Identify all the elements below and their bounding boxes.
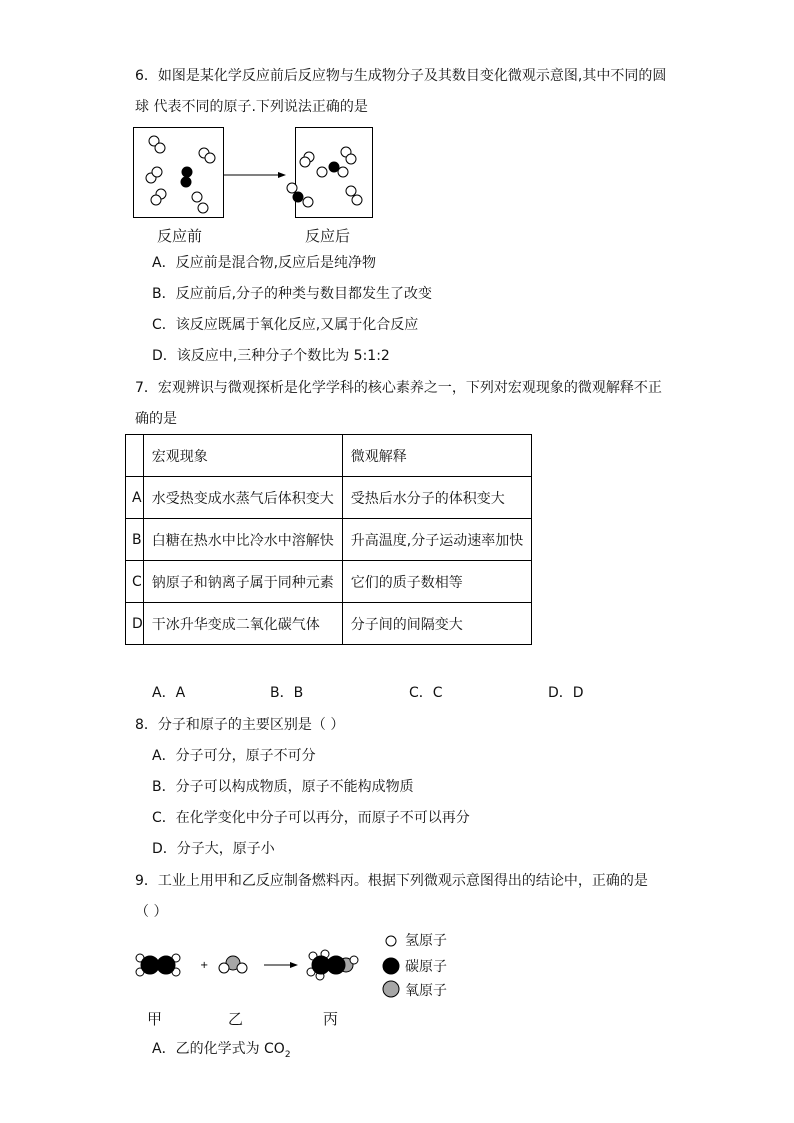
table-cell: 白糖在热水中比冷水中溶解快 bbox=[143, 519, 342, 561]
table-cell: 分子间的间隔变大 bbox=[342, 603, 531, 645]
q9-label-bing: 丙 bbox=[323, 1010, 339, 1028]
q7-choice-c: C．C bbox=[409, 685, 443, 701]
q7-stem-line1: 7．宏观辨识与微观探析是化学学科的核心素养之一，下列对宏观现象的微观解释不正 bbox=[135, 380, 662, 396]
q7-choice-d: D．D bbox=[548, 685, 584, 701]
table-row bbox=[126, 477, 532, 519]
table-cell: 干冰升华变成二氧化碳气体 bbox=[143, 603, 342, 645]
q6-option-c: C．该反应既属于氧化反应,又属于化合反应 bbox=[152, 317, 419, 333]
table-cell: 钠原子和钠离子属于同种元素 bbox=[143, 561, 342, 603]
q9-stem-line2: （ ） bbox=[135, 904, 168, 920]
q9-stem-line1: 9．工业上用甲和乙反应制备燃料丙。根据下列微观示意图得出的结论中，正确的是 bbox=[135, 873, 648, 889]
q9-option-a bbox=[152, 1039, 291, 1065]
table-cell: 它们的质子数相等 bbox=[342, 561, 531, 603]
q9-legend-hydrogen: 氢原子 bbox=[405, 933, 447, 949]
q9-option-a-text: A．乙的化学式为 CO bbox=[152, 1041, 285, 1057]
table-cell: D bbox=[126, 603, 144, 645]
table-cell: 受热后水分子的体积变大 bbox=[342, 477, 531, 519]
q8-option-c: C．在化学变化中分子可以再分，而原子不可以再分 bbox=[152, 810, 470, 826]
q6-option-a: A．反应前是混合物,反应后是纯净物 bbox=[152, 255, 377, 271]
q6-stem-line1: 6．如图是某化学反应前后反应物与生成物分子及其数目变化微观示意图,其中不同的圆 bbox=[135, 68, 667, 84]
q9-label-yi: 乙 bbox=[228, 1010, 244, 1028]
table-cell: C bbox=[126, 561, 144, 603]
q7-choice-b: B．B bbox=[270, 685, 304, 701]
table-header-cell: 宏观现象 bbox=[143, 435, 342, 477]
table-header-row bbox=[126, 435, 532, 477]
q9-legend-carbon: 碳原子 bbox=[405, 959, 447, 975]
table-row bbox=[126, 519, 532, 561]
q6-label-before: 反应前 bbox=[157, 227, 203, 245]
q6-stem-line2: 球 代表不同的原子.下列说法正确的是 bbox=[135, 99, 368, 115]
q6-label-after: 反应后 bbox=[305, 227, 351, 245]
table-row bbox=[126, 561, 532, 603]
q9-label-jia: 甲 bbox=[147, 1010, 163, 1028]
table-cell: A bbox=[126, 477, 144, 519]
q7-stem-line2: 确的是 bbox=[135, 411, 177, 427]
q6-reaction-diagram bbox=[133, 127, 373, 227]
q8-option-d: D．分子大，原子小 bbox=[152, 841, 275, 857]
q8-stem: 8．分子和原子的主要区别是（ ） bbox=[135, 717, 345, 733]
table-header-cell bbox=[126, 435, 144, 477]
q9-legend-oxygen: 氧原子 bbox=[405, 983, 447, 999]
table-cell: B bbox=[126, 519, 144, 561]
table-row bbox=[126, 603, 532, 645]
q7-choice-a: A．A bbox=[152, 685, 186, 701]
q9-option-a-subscript: 2 bbox=[284, 1049, 291, 1060]
q7-table bbox=[125, 434, 532, 645]
q9-plus-sign: + bbox=[200, 960, 209, 971]
q9-legend-symbols bbox=[382, 930, 402, 1000]
table-cell: 水受热变成水蒸气后体积变大 bbox=[143, 477, 342, 519]
q8-option-a: A．分子可分，原子不可分 bbox=[152, 748, 316, 764]
table-header-cell: 微观解释 bbox=[342, 435, 531, 477]
q6-option-d: D．该反应中,三种分子个数比为 5:1:2 bbox=[152, 348, 390, 364]
q6-option-b: B．反应前后,分子的种类与数目都发生了改变 bbox=[152, 286, 433, 302]
q8-option-b: B．分子可以构成物质，原子不能构成物质 bbox=[152, 779, 414, 795]
q9-molecule-diagram bbox=[130, 942, 360, 992]
table-cell: 升高温度,分子运动速率加快 bbox=[342, 519, 531, 561]
